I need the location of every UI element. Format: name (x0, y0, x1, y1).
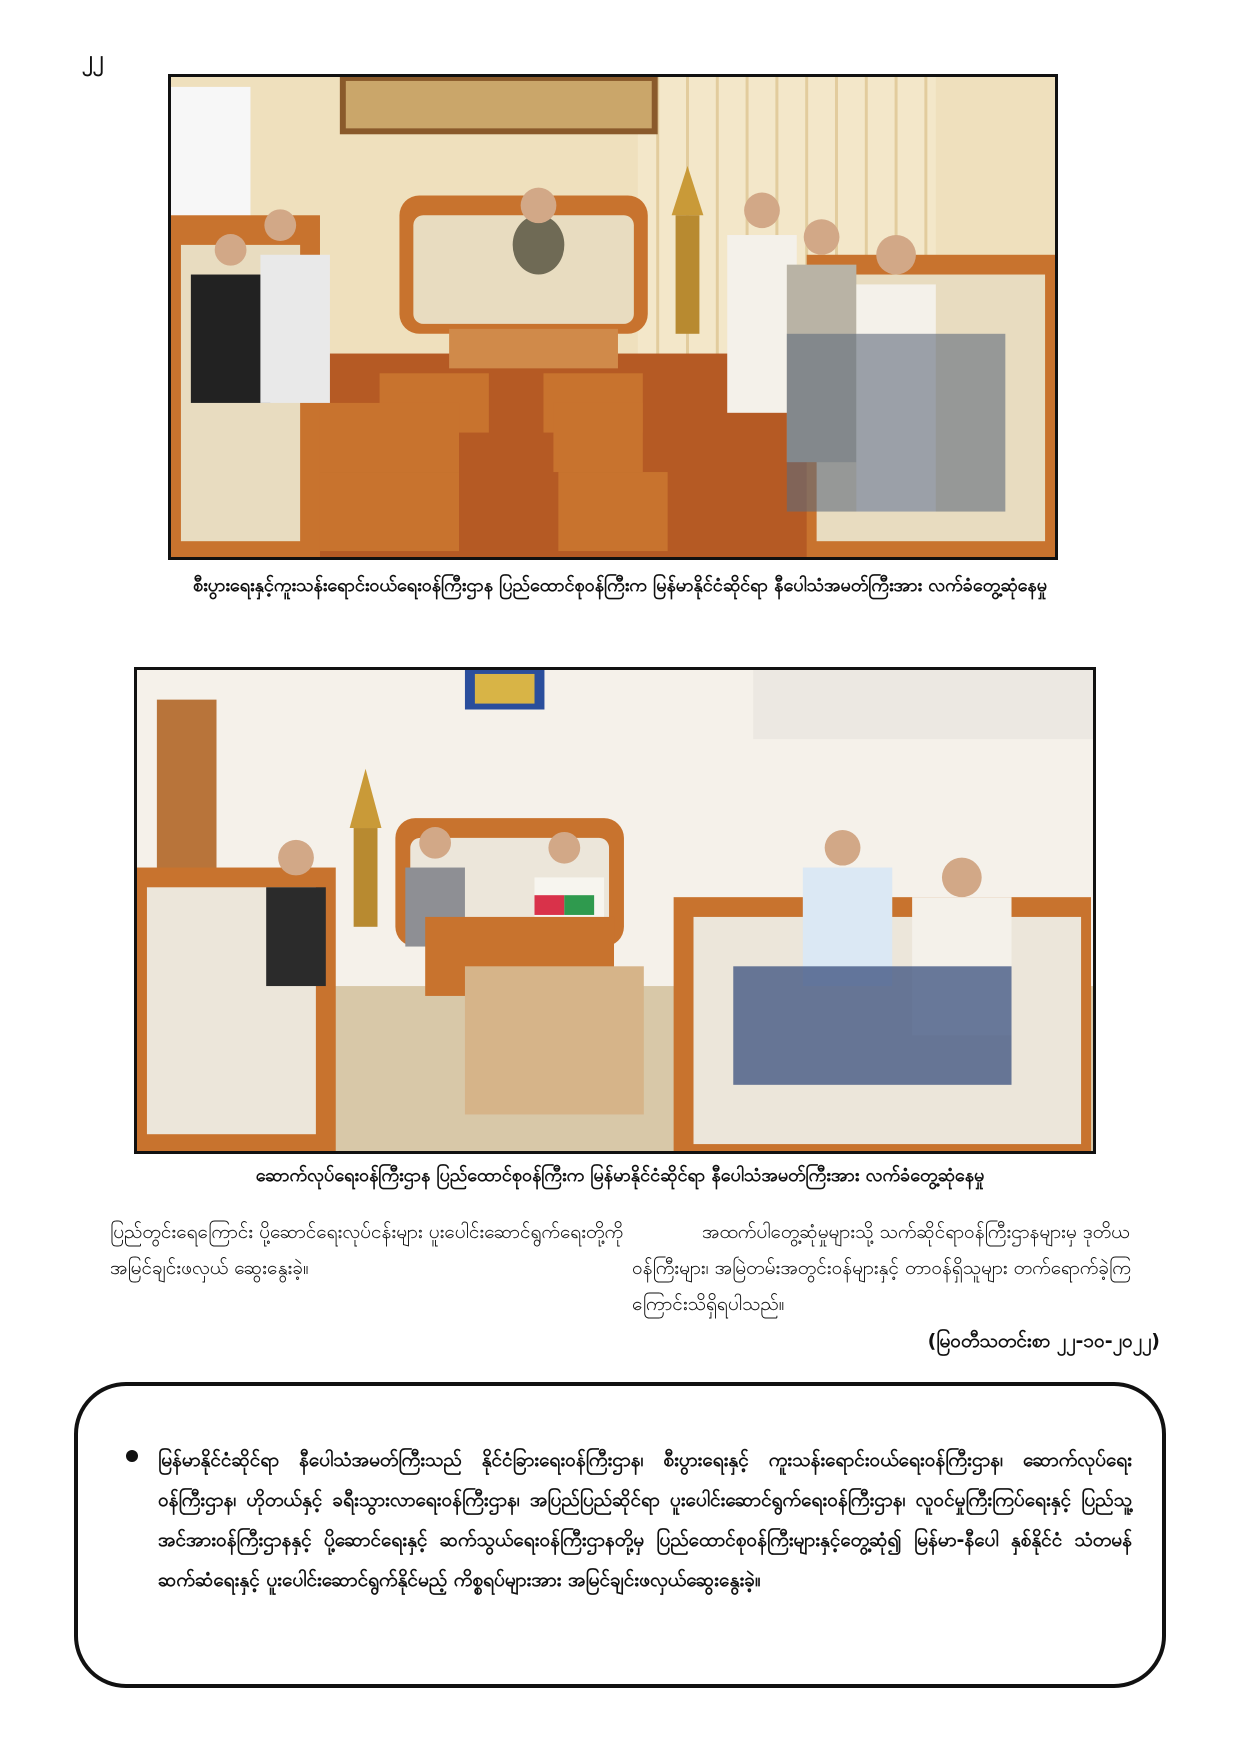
photo-caption-2: ဆောက်လုပ်ရေးဝန်ကြီးဌာန ပြည်ထောင်စုဝန်ကြီးက မြန်မာနိုင်ငံဆိုင်ရာ နီပေါသံအမတ်ကြီးအား လက်ခံတွေ့ဆုံနေမှု (255, 1165, 985, 1186)
article-left-column: ပြည်တွင်းရေကြောင်း ပို့ဆောင်ရေးလုပ်ငန်းများ ပူးပေါင်းဆောင်ရွက်ရေးတို့ကို အမြင်ချင်းဖလှယ် ဆွေးနွေးခဲ့။ (110, 1221, 624, 1279)
summary-bullet (104, 1440, 1132, 1600)
meeting-photo-2 (134, 667, 1096, 1154)
summary-text: မြန်မာနိုင်ငံဆိုင်ရာ နီပေါသံအမတ်ကြီးသည် နိုင်ငံခြားရေးဝန်ကြီးဌာန၊ စီးပွားရေးနှင့် ကူးသန်းရောင်းဝယ်ရေးဝန်ကြီးဌာန၊ ဆောက်လုပ်ရေးဝန်ကြီးဌာန၊ ဟိုတယ်နှင့် ခရီးသွားလာရေးဝန်ကြီးဌာန၊ အပြည်ပြည်ဆိုင်ရာ ပူးပေါင်းဆောင်ရွက်ရေးဝန်ကြီးဌာန၊ လူဝင်မှုကြီးကြပ်ရေးနှင့် ပြည်သူ့အင်အားဝန်ကြီးဌာနနှင့် ပို့ဆောင်ရေးနှင့် ဆက်သွယ်ရေးဝန်ကြီးဌာနတို့မှ ပြည်ထောင်စုဝန်ကြီးများနှင့်တွေ့ဆုံ၍ မြန်မာ-နီပေါ နှစ်နိုင်ငံ သံတမန်ဆက်ဆံရေးနှင့် ပူးပေါင်းဆောင်ရွက်နိုင်မည့် ကိစ္စရပ်များအား အမြင်ချင်းဖလှယ်ဆွေးနွေးခဲ့။ (158, 1449, 1132, 1591)
meeting-photo-1 (168, 74, 1058, 560)
article-right-column (632, 1214, 1162, 1322)
page-number: ၂၂ (82, 47, 104, 72)
article-right-text: အထက်ပါတွေ့ဆုံမှုများသို့ သက်ဆိုင်ရာဝန်ကြီးဌာနများမှ ဒုတိယဝန်ကြီးများ၊ အမြဲတမ်းအတွင်းဝန်များနှင့် တာဝန်ရှိသူများ တက်ရောက်ခဲ့ကြကြောင်းသိရှိရပါသည်။ (632, 1221, 1131, 1315)
news-source: (မြဝတီသတင်းစာ ၂၂-၁၀-၂၀၂၂) (927, 1330, 1160, 1352)
summary-box (74, 1382, 1166, 1688)
photo-caption-1: စီးပွားရေးနှင့်ကူးသန်းရောင်းဝယ်ရေးဝန်ကြီးဌာန ပြည်ထောင်စုဝန်ကြီးက မြန်မာနိုင်ငံဆိုင်ရာ နီပေါသံအမတ်ကြီးအား လက်ခံတွေ့ဆုံနေမှု (193, 575, 1047, 596)
bullet-icon (126, 1450, 138, 1462)
